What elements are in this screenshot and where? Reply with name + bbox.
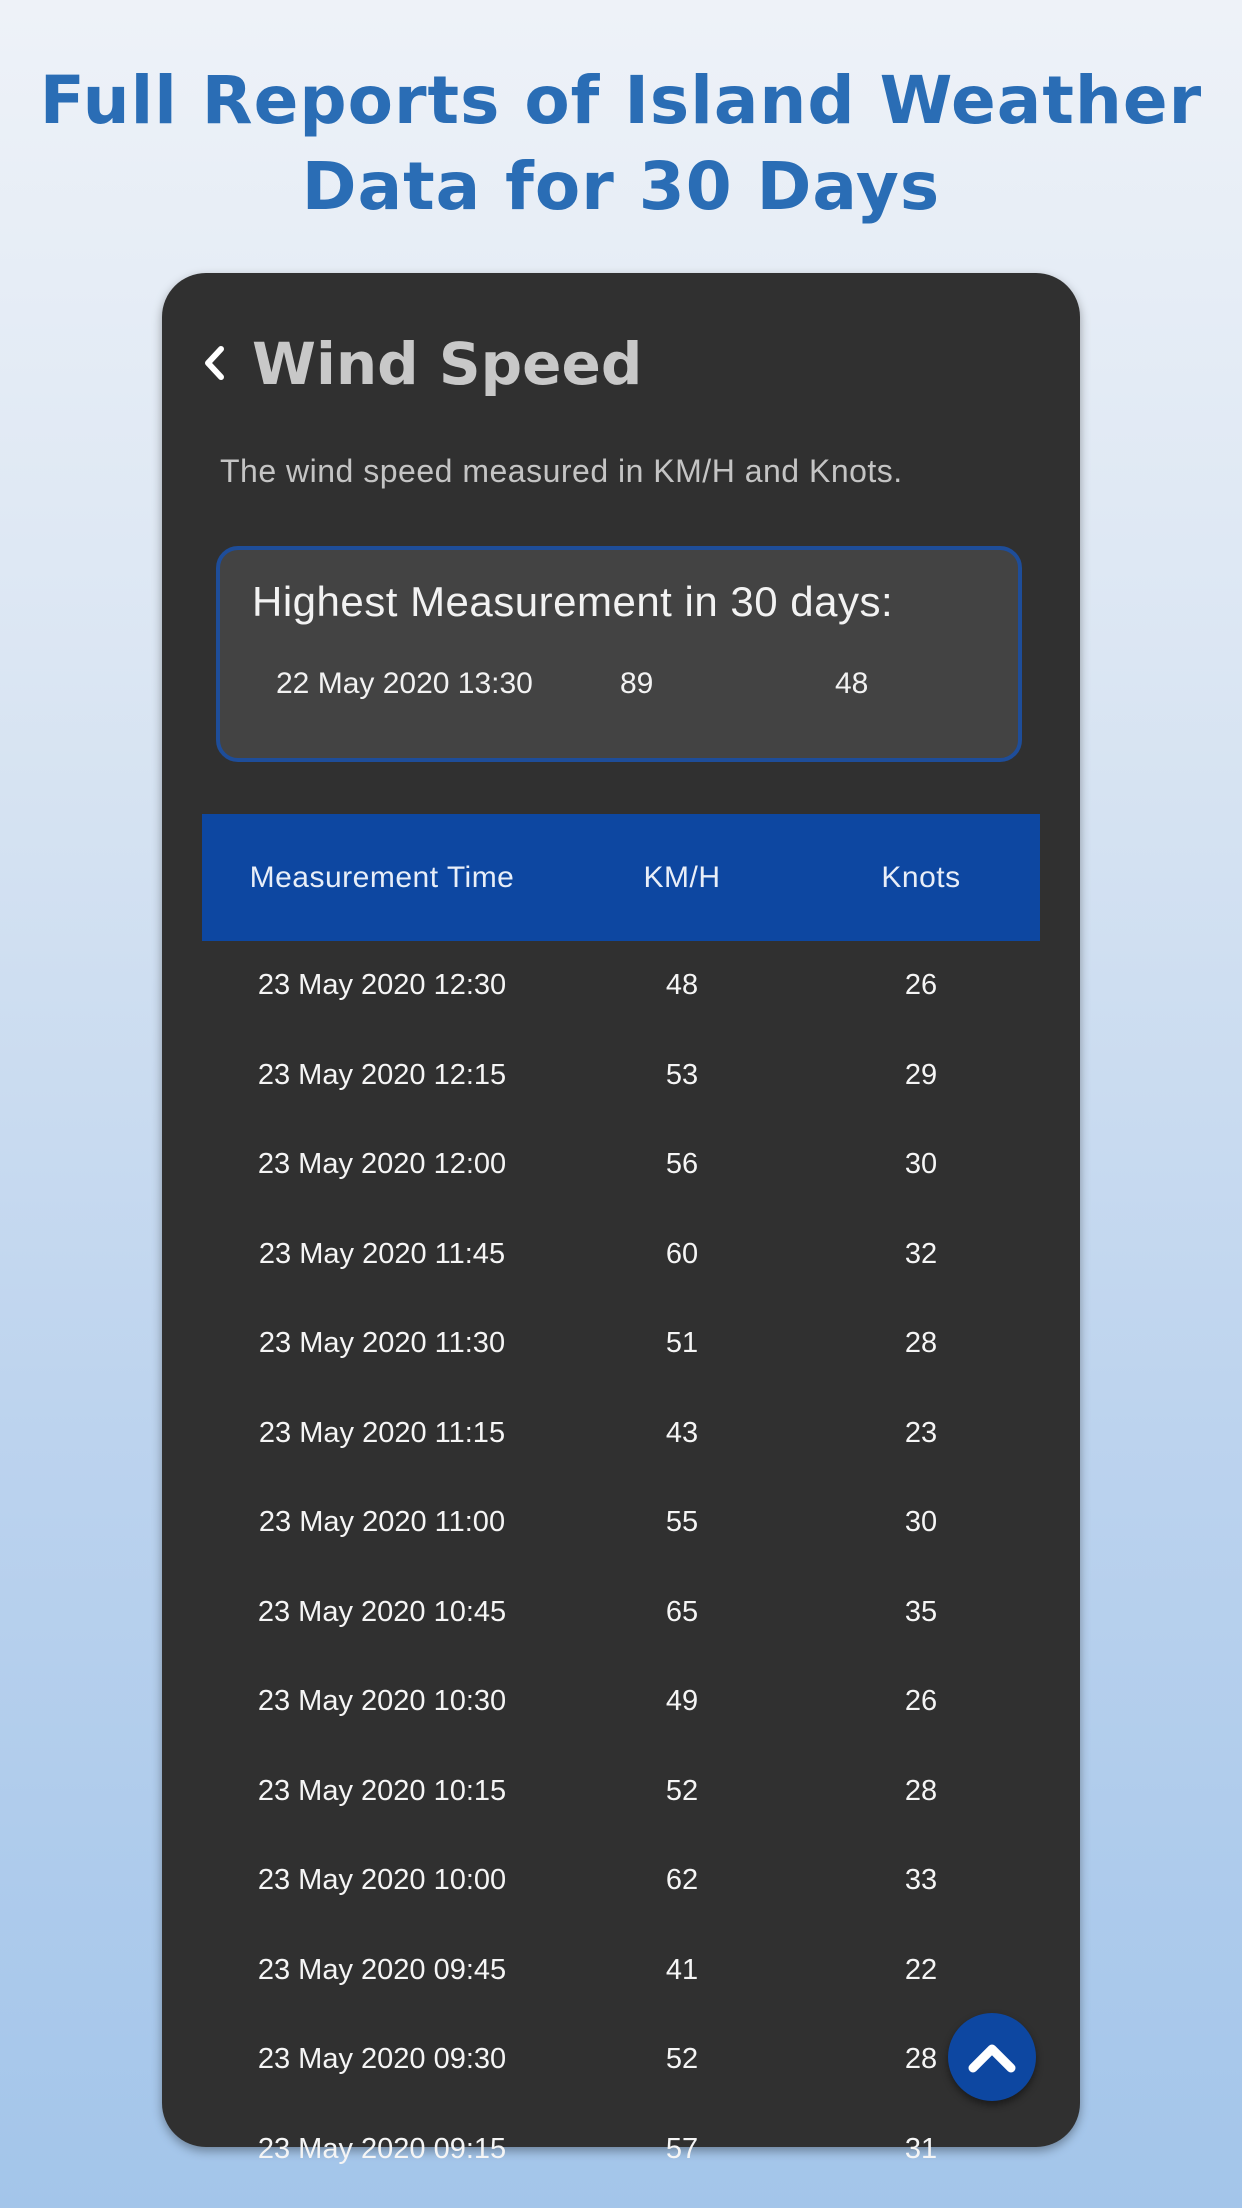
- scroll-to-top-button[interactable]: [948, 2013, 1036, 2101]
- highest-measurement-time: 22 May 2020 13:30: [276, 667, 533, 700]
- row-time: 23 May 2020 10:45: [257, 1595, 507, 1628]
- row-time: 23 May 2020 10:30: [257, 1685, 507, 1718]
- row-kmh: 56: [665, 1148, 699, 1181]
- measurement-list[interactable]: [202, 941, 1040, 2194]
- table-row: [202, 2015, 1040, 2105]
- row-kmh: 57: [665, 2132, 699, 2165]
- row-knots: 30: [904, 1506, 938, 1539]
- page-headline: [0, 58, 1242, 230]
- row-kmh: 48: [665, 969, 699, 1002]
- row-time: 23 May 2020 09:30: [257, 2043, 507, 2076]
- row-knots: 28: [904, 2043, 938, 2076]
- row-kmh: 53: [665, 1058, 699, 1091]
- row-knots: 31: [904, 2132, 938, 2165]
- row-knots: 28: [904, 1774, 938, 1807]
- row-time: 23 May 2020 11:30: [258, 1327, 506, 1360]
- row-time: 23 May 2020 11:15: [258, 1416, 506, 1449]
- table-row: [202, 1836, 1040, 1926]
- headline-line-1: Full Reports of Island Weather: [39, 62, 1203, 139]
- screen-description: The wind speed measured in KM/H and Knots.: [220, 453, 903, 489]
- table-row: [202, 1657, 1040, 1747]
- highest-measurement-kmh: 89: [620, 667, 654, 700]
- row-kmh: 55: [665, 1506, 699, 1539]
- row-time: 23 May 2020 09:15: [257, 2132, 507, 2165]
- row-knots: 30: [904, 1148, 938, 1181]
- row-kmh: 65: [665, 1595, 699, 1628]
- row-kmh: 52: [665, 2043, 699, 2076]
- row-kmh: 51: [665, 1327, 699, 1360]
- row-knots: 33: [904, 1864, 938, 1897]
- table-header: [202, 814, 1040, 941]
- table-row: [202, 1568, 1040, 1658]
- phone-screen: [162, 273, 1080, 2165]
- row-time: 23 May 2020 12:30: [257, 969, 507, 1002]
- table-row: [202, 2105, 1040, 2195]
- table-row: [202, 1210, 1040, 1300]
- row-knots: 26: [904, 1685, 938, 1718]
- chevron-up-icon: [967, 2040, 1017, 2074]
- row-kmh: 41: [665, 1953, 699, 1986]
- row-time: 23 May 2020 12:00: [257, 1148, 507, 1181]
- row-kmh: 60: [665, 1237, 699, 1270]
- table-row: [202, 1926, 1040, 2016]
- row-time: 23 May 2020 09:45: [257, 1953, 507, 1986]
- highest-measurement-card: [216, 546, 1022, 762]
- row-knots: 35: [904, 1595, 938, 1628]
- row-knots: 32: [904, 1237, 938, 1270]
- row-knots: 22: [904, 1953, 938, 1986]
- row-time: 23 May 2020 11:45: [258, 1237, 506, 1270]
- row-knots: 26: [904, 969, 938, 1002]
- row-time: 23 May 2020 11:00: [258, 1506, 506, 1539]
- row-time: 23 May 2020 10:00: [257, 1864, 507, 1897]
- row-time: 23 May 2020 12:15: [257, 1058, 507, 1091]
- table-row: [202, 1747, 1040, 1837]
- header-kmh: KM/H: [643, 860, 721, 894]
- row-kmh: 52: [665, 1774, 699, 1807]
- screen-title: Wind Speed: [252, 330, 643, 398]
- header-knots: Knots: [881, 860, 961, 894]
- row-knots: 28: [904, 1327, 938, 1360]
- highest-measurement-title: Highest Measurement in 30 days:: [252, 578, 894, 625]
- table-row: [202, 1031, 1040, 1121]
- headline-line-2: Data for 30 Days: [301, 148, 941, 225]
- chevron-left-icon[interactable]: [194, 338, 234, 388]
- row-kmh: 62: [665, 1864, 699, 1897]
- table-row: [202, 1389, 1040, 1479]
- row-knots: 29: [904, 1058, 938, 1091]
- header-measurement-time: Measurement Time: [249, 860, 515, 894]
- row-knots: 23: [904, 1416, 938, 1449]
- row-kmh: 49: [665, 1685, 699, 1718]
- table-row: [202, 1478, 1040, 1568]
- row-kmh: 43: [665, 1416, 699, 1449]
- row-time: 23 May 2020 10:15: [257, 1774, 507, 1807]
- table-row: [202, 941, 1040, 1031]
- table-row: [202, 1120, 1040, 1210]
- highest-measurement-knots: 48: [835, 667, 869, 700]
- table-row: [202, 1299, 1040, 1389]
